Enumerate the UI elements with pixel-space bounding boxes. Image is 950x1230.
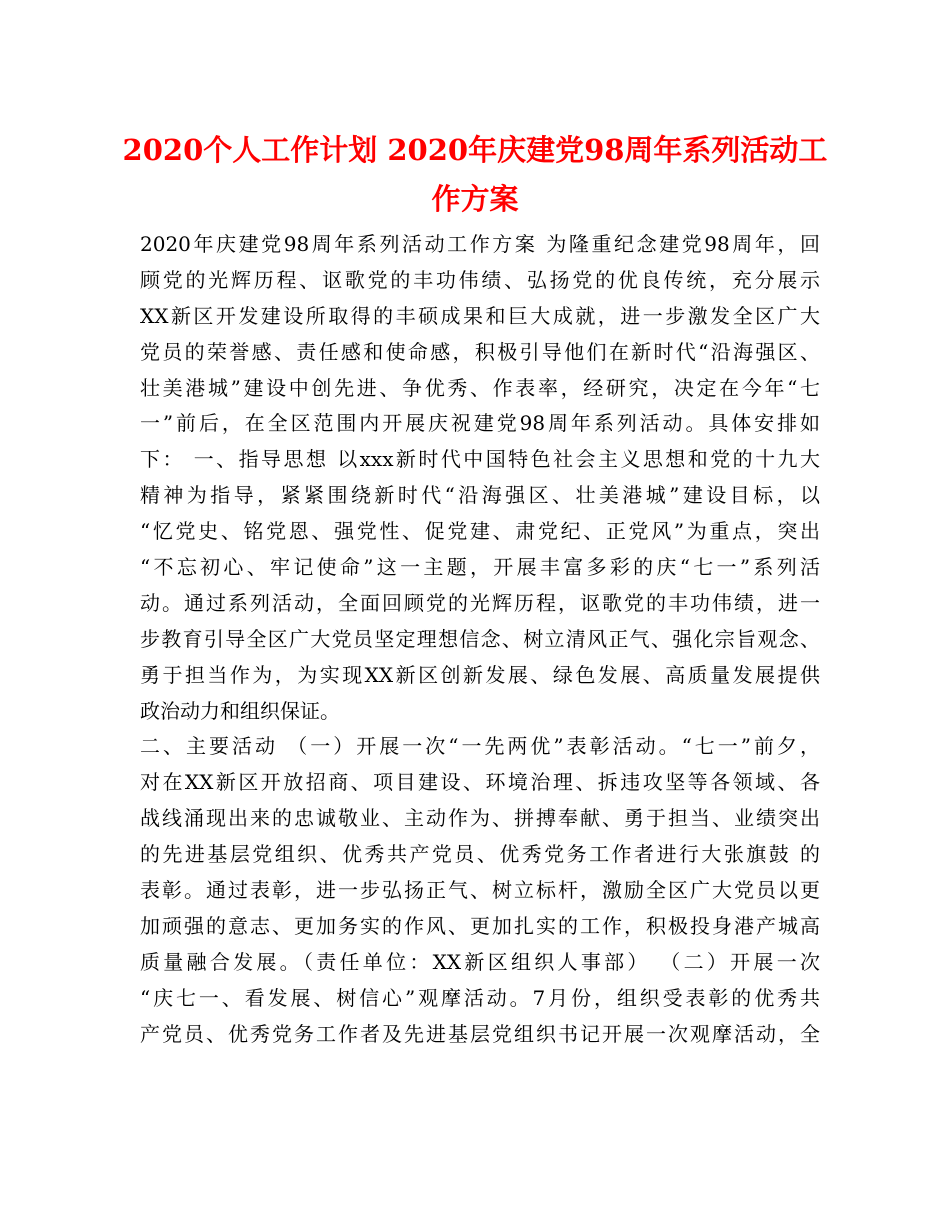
title-line: 2020个人工作计划 2020年庆建党98周年系列活动工 [122, 133, 828, 167]
title-line: 作方案 [431, 182, 519, 216]
body-line: “庆七一、看发展、树信心”观摩活动。7月份，组织受表彰的优秀共 [140, 985, 820, 1010]
body-line: 勇于担当作为，为实现XX新区创新发展、绿色发展、高质量发展提供 [140, 662, 820, 687]
body-line: 加顽强的意志、更加务实的作风、更加扎实的工作，积极投身港产城高 [140, 913, 820, 938]
body-line: 精神为指导，紧紧围绕新时代“沿海强区、壮美港城”建设目标，以 [140, 483, 820, 508]
body-line: 战线涌现出来的忠诚敬业、主动作为、拼搏奉献、勇于担当、业绩突出 [140, 806, 820, 831]
body-line: 质量融合发展。（责任单位：XX新区组织人事部） （二）开展一次 [140, 949, 820, 974]
body-line: “不忘初心、牢记使命”这一主题，开展丰富多彩的庆“七一”系列活 [140, 555, 820, 580]
body-line: 壮美港城”建设中创先进、争优秀、作表率，经研究，决定在今年“七 [140, 375, 820, 400]
body-line: 下： 一、指导思想 以xxx新时代中国特色社会主义思想和党的十九大 [140, 447, 820, 472]
body-line: 顾党的光辉历程、讴歌党的丰功伟绩、弘扬党的优良传统，充分展示 [140, 267, 820, 292]
document-title [120, 126, 830, 224]
document-body [140, 227, 820, 1052]
body-line: 表彰。通过表彰，进一步弘扬正气、树立标杆，激励全区广大党员以更 [140, 878, 820, 903]
body-line: 动。通过系列活动，全面回顾党的光辉历程，讴歌党的丰功伟绩，进一 [140, 590, 820, 615]
body-line: 对在XX新区开放招商、项目建设、环境治理、拆违攻坚等各领域、各 [140, 770, 820, 795]
body-line: 2020年庆建党98周年系列活动工作方案 为隆重纪念建党98周年，回 [140, 232, 820, 256]
body-line: 政治动力和组织保证。 [140, 698, 340, 723]
body-line: 步教育引导全区广大党员坚定理想信念、树立清风正气、强化宗旨观念、 [140, 626, 820, 651]
body-line: 产党员、优秀党务工作者及先进基层党组织书记开展一次观摩活动，全 [140, 1021, 820, 1046]
body-line: 一”前后，在全区范围内开展庆祝建党98周年系列活动。具体安排如 [140, 411, 820, 436]
body-line: 的先进基层党组织、优秀共产党员、优秀党务工作者进行大张旗鼓 的 [140, 842, 820, 867]
body-line: XX新区开发建设所取得的丰硕成果和巨大成就，进一步激发全区广大 [140, 303, 820, 328]
body-line: “忆党史、铭党恩、强党性、促党建、肃党纪、正党风”为重点，突出 [140, 519, 820, 544]
body-line: 党员的荣誉感、责任感和使命感，积极引导他们在新时代“沿海强区、 [140, 339, 820, 364]
body-line: 二、主要活动 （一）开展一次“一先两优”表彰活动。“七一”前夕， [140, 734, 820, 759]
